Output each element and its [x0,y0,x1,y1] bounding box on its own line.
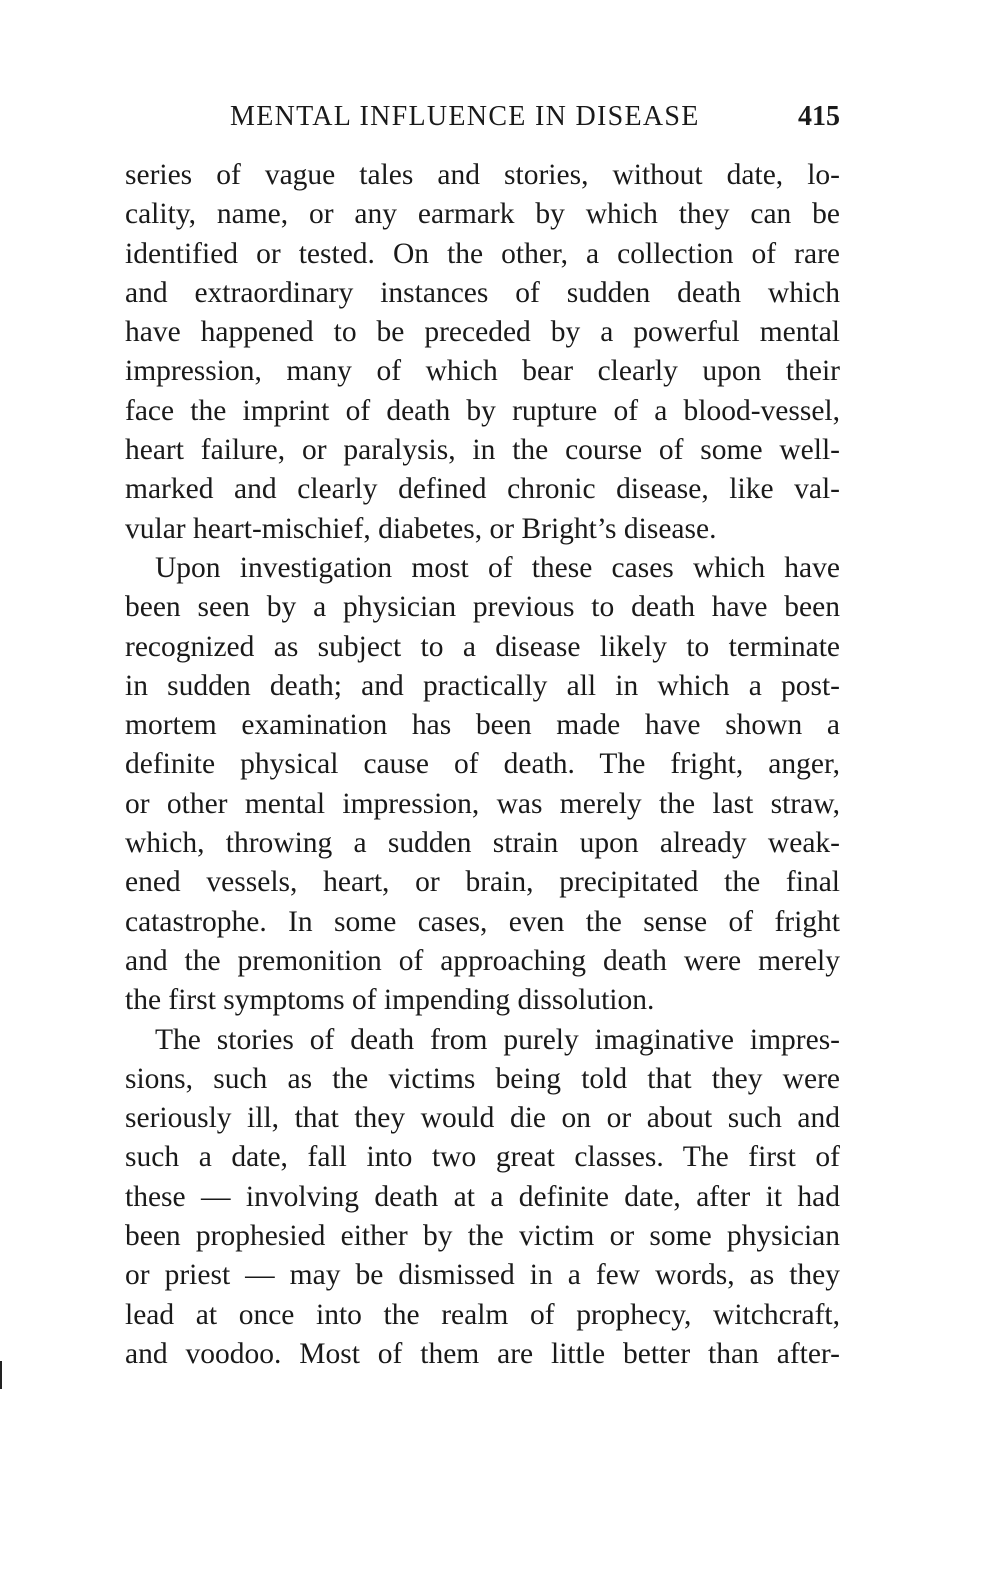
running-title: MENTAL INFLUENCE IN DISEASE [230,101,700,132]
text-line: series of vague tales and stories, without date, lo- [125,159,840,191]
text-line: and extraordinary instances of sudden death which [125,276,840,309]
text-line: and voodoo. Most of them are little better than after- [125,1337,840,1370]
text-line: identified or tested. On the other, a collection of rare [125,237,840,270]
paragraph-2 [125,549,840,1021]
text-line: recognized as subject to a disease likely to terminate [125,630,840,663]
text-line: impression, many of which bear clearly upon their [125,355,840,388]
text-line: The stories of death from purely imaginative impres- [155,1023,840,1056]
paragraph-3 [125,1021,840,1375]
book-page [125,92,840,1374]
paragraph-1 [125,156,840,549]
text-line: cality, name, or any earmark by which they can be [125,198,840,231]
text-line: marked and clearly defined chronic disease, like val- [125,473,840,506]
scan-edge-mark [0,1361,2,1389]
text-line: ened vessels, heart, or brain, precipitated the final [125,866,840,899]
body-text [125,156,840,1374]
page-number: 415 [798,101,840,132]
text-line: face the imprint of death by rupture of a blood-vessel, [125,394,840,427]
text-line: which, throwing a sudden strain upon already weak- [125,827,840,860]
text-line: or priest — may be dismissed in a few words, as they [125,1259,840,1292]
text-line: lead at once into the realm of prophecy, witchcraft, [125,1298,840,1331]
text-line: in sudden death; and practically all in which a post- [125,669,840,702]
text-line: such a date, fall into two great classes. The first of [125,1141,840,1174]
text-line: and the premonition of approaching death were merely [125,944,840,977]
text-line: definite physical cause of death. The fright, anger, [125,748,840,781]
text-line: or other mental impression, was merely the last straw, [125,787,840,820]
text-line: seriously ill, that they would die on or about such and [125,1102,840,1135]
text-line: have happened to be preceded by a powerful mental [125,316,840,349]
text-line: been seen by a physician previous to death have been [125,591,840,624]
text-line: catastrophe. In some cases, even the sense of fright [125,905,840,938]
text-line: sions, such as the victims being told that they were [125,1062,840,1095]
text-line: vular heart-mischief, diabetes, or Bright’s disease. [125,512,717,545]
text-line: mortem examination has been made have shown a [125,709,840,742]
running-head [125,92,840,142]
text-line: Upon investigation most of these cases which have [155,551,840,584]
text-line: the first symptoms of impending dissolution. [125,984,655,1017]
text-line: heart failure, or paralysis, in the course of some well- [125,434,840,467]
text-line: been prophesied either by the victim or some physician [125,1220,840,1253]
text-line: these — involving death at a definite date, after it had [125,1180,840,1213]
